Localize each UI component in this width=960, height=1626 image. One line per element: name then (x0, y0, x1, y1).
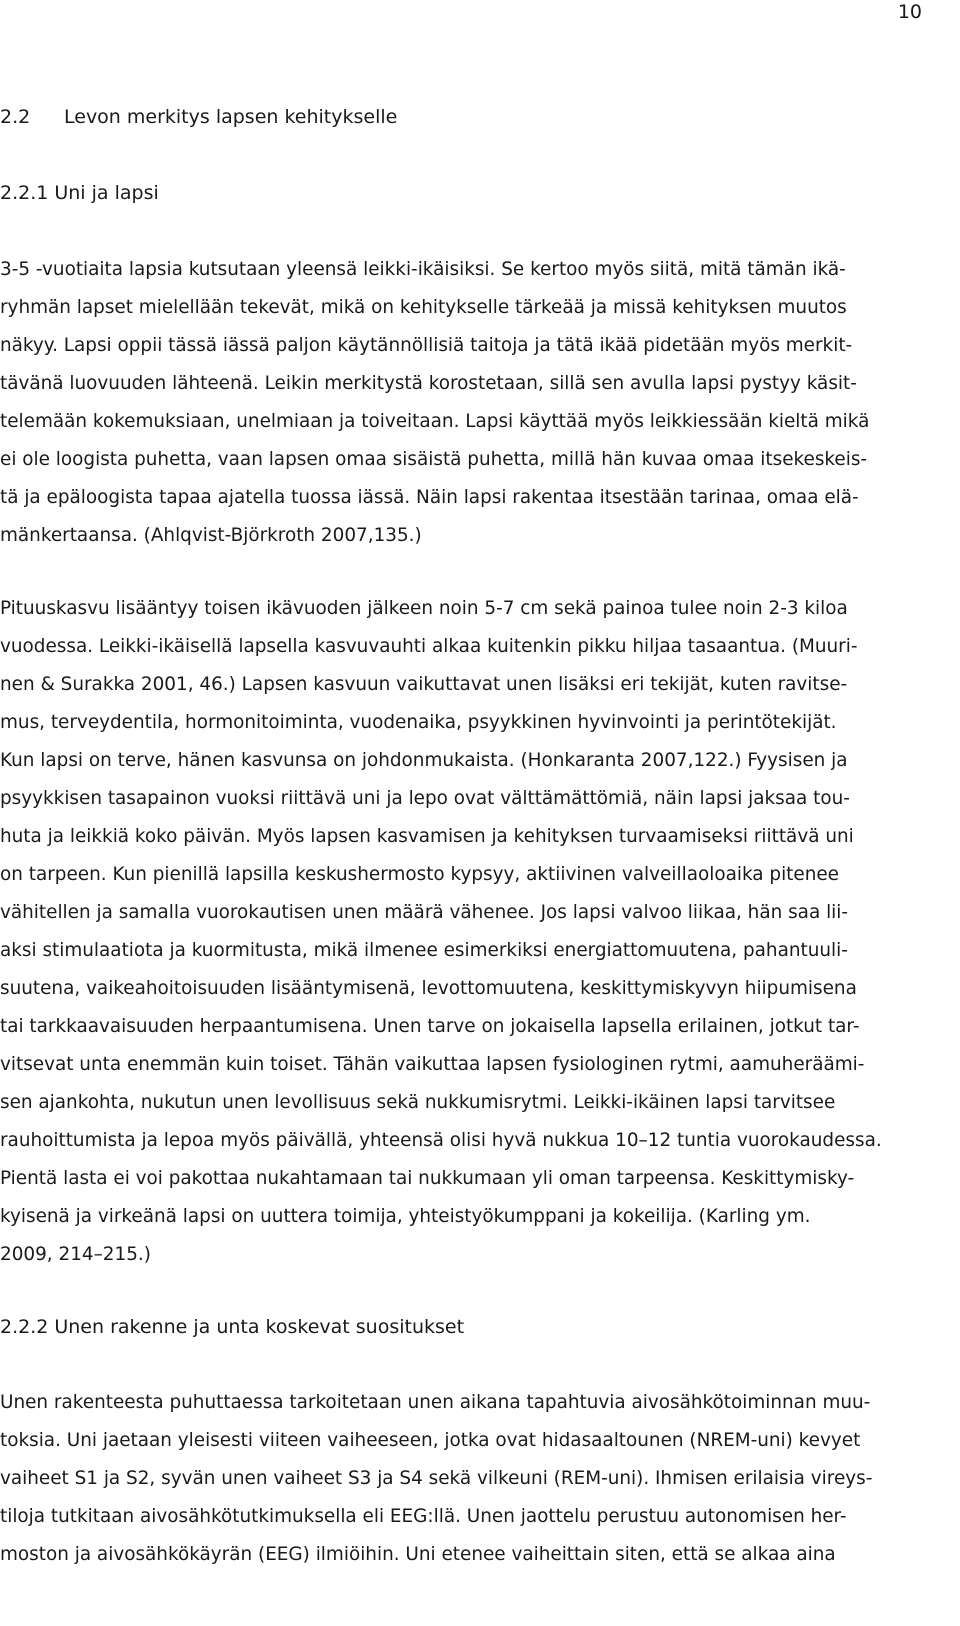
section-number: 2.2.1 (0, 182, 49, 204)
text-line: on tarpeen. Kun pienillä lapsilla keskushermosto kypsyy, aktiivinen valveillaoloaika pitenee (0, 864, 839, 885)
section-heading-2-2-2 (0, 1315, 464, 1339)
paragraph-growth-and-sleep (0, 590, 945, 1274)
text-line: mus, terveydentila, hormonitoiminta, vuodenaika, psyykkinen hyvinvointi ja perintötekijät. (0, 712, 837, 733)
text-line: 3-5 -vuotiaita lapsia kutsutaan yleensä leikki-ikäisiksi. Se kertoo myös siitä, mitä tämän ikä- (0, 259, 846, 280)
text-line: vaiheet S1 ja S2, syvän unen vaiheet S3 ja S4 sekä vilkeuni (REM-uni). Ihmisen erilaisia vireys- (0, 1468, 873, 1489)
text-line: ryhmän lapset mielellään tekevät, mikä on kehitykselle tärkeää ja missä kehityksen muutos (0, 297, 847, 318)
text-line: moston ja aivosähkökäyrän (EEG) ilmiöihin. Uni etenee vaiheittain siten, että se alkaa aina (0, 1544, 836, 1565)
text-line: vähitellen ja samalla vuorokautisen unen määrä vähenee. Jos lapsi valvoo liikaa, hän saa lii- (0, 902, 849, 923)
text-line: telemään kokemuksiaan, unelmiaan ja toiveitaan. Lapsi käyttää myös leikkiessään kieltä mikä (0, 411, 870, 432)
text-line: vitsevat unta enemmän kuin toiset. Tähän vaikuttaa lapsen fysiologinen rytmi, aamuheräämi- (0, 1054, 865, 1075)
text-line: rauhoittumista ja lepoa myös päivällä, yhteensä olisi hyvä nukkua 10–12 tuntia vuorokaudessa. (0, 1130, 882, 1151)
text-line: Kun lapsi on terve, hänen kasvunsa on johdonmukaista. (Honkaranta 2007,122.) Fyysisen ja (0, 750, 848, 771)
page-number: 10 (897, 1, 922, 23)
text-line: nen & Surakka 2001, 46.) Lapsen kasvuun vaikuttavat unen lisäksi eri tekijät, kuten ravitse- (0, 674, 848, 695)
text-line: toksia. Uni jaetaan yleisesti viiteen vaiheeseen, jotka ovat hidasaaltounen (NREM-uni) kevyet (0, 1430, 861, 1451)
text-line: kyisenä ja virkeänä lapsi on uuttera toimija, yhteistyökumppani ja kokeilija. (Karling ym. (0, 1206, 811, 1227)
text-line: Pituuskasvu lisääntyy toisen ikävuoden jälkeen noin 5-7 cm sekä painoa tulee noin 2-3 kiloa (0, 598, 848, 619)
text-line: huta ja leikkiä koko päivän. Myös lapsen kasvamisen ja kehityksen turvaamiseksi riittävä uni (0, 826, 854, 847)
text-line: näkyy. Lapsi oppii tässä iässä paljon käytännöllisiä taitoja ja tätä ikää pidetään myös merkit- (0, 335, 853, 356)
text-line: Unen rakenteesta puhuttaessa tarkoitetaan unen aikana tapahtuvia aivosähkötoiminnan muu- (0, 1392, 871, 1413)
section-title: Levon merkitys lapsen kehitykselle (64, 106, 398, 128)
text-line: suutena, vaikeahoitoisuuden lisääntymisenä, levottomuutena, keskittymiskyvyn hiipumisena (0, 978, 857, 999)
section-title: Unen rakenne ja unta koskevat suositukset (54, 1316, 465, 1338)
section-heading-2-2-1 (0, 181, 159, 205)
text-line: tävänä luovuuden lähteenä. Leikin merkitystä korostetaan, sillä sen avulla lapsi pystyy käsit- (0, 373, 857, 394)
text-line: Pientä lasta ei voi pakottaa nukahtamaan tai nukkumaan yli oman tarpeensa. Keskittymisky- (0, 1168, 855, 1189)
text-line: aksi stimulaatiota ja kuormitusta, mikä ilmenee esimerkiksi energiattomuutena, pahantuuli- (0, 940, 848, 961)
text-line: tiloja tutkitaan aivosähkötutkimuksella eli EEG:llä. Unen jaottelu perustuu autonomisen her- (0, 1506, 847, 1527)
text-line: ei ole loogista puhetta, vaan lapsen omaa sisäistä puhetta, millä hän kuvaa omaa itsekeskeis- (0, 449, 868, 470)
section-number: 2.2.2 (0, 1316, 49, 1338)
text-line: sen ajankohta, nukutun unen levollisuus sekä nukkumisrytmi. Leikki-ikäinen lapsi tarvitsee (0, 1092, 836, 1113)
section-number: 2.2 (0, 106, 31, 128)
section-title: Uni ja lapsi (54, 182, 159, 204)
paragraph-child-development (0, 251, 945, 555)
text-line: psyykkisen tasapainon vuoksi riittävä uni ja lepo ovat välttämättömiä, näin lapsi jaksaa tou- (0, 788, 850, 809)
text-line: 2009, 214–215.) (0, 1244, 151, 1265)
text-line: mänkertaansa. (Ahlqvist-Björkroth 2007,135.) (0, 525, 422, 546)
text-line: tai tarkkaavaisuuden herpaantumisena. Unen tarve on jokaisella lapsella erilainen, jotkut tar- (0, 1016, 860, 1037)
section-heading-2-2 (0, 105, 397, 129)
paragraph-sleep-structure (0, 1384, 945, 1574)
text-line: tä ja epäloogista tapaa ajatella tuossa iässä. Näin lapsi rakentaa itsestään tarinaa, omaa elä- (0, 487, 859, 508)
text-line: vuodessa. Leikki-ikäisellä lapsella kasvuvauhti alkaa kuitenkin pikku hiljaa tasaantua. (Muuri- (0, 636, 858, 657)
